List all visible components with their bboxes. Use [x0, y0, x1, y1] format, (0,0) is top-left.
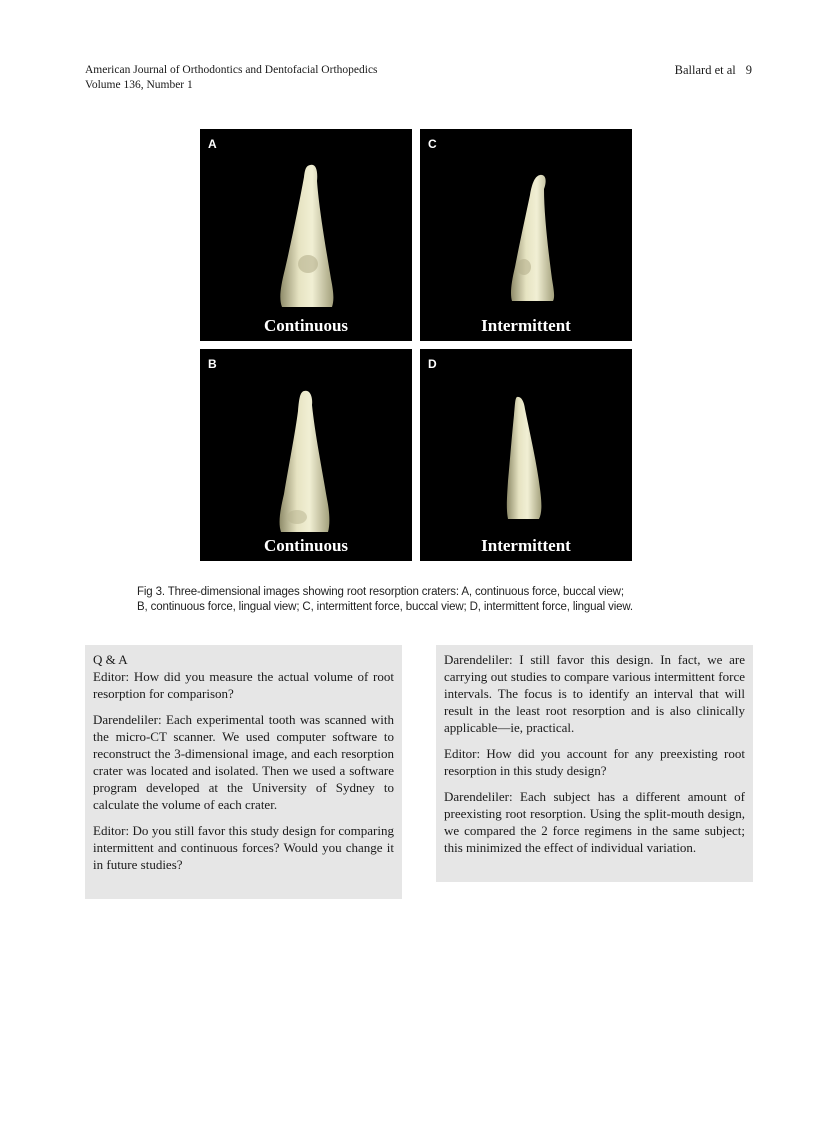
figure-caption [137, 585, 712, 615]
figure-panel-b [200, 349, 412, 561]
page-number: 9 [745, 63, 752, 77]
tooth-image-b [200, 349, 412, 561]
figure-caption-line: Fig 3. Three-dimensional images showing root resorption craters: A, continuous force, buccal view; [137, 586, 624, 598]
tooth-image-c [420, 129, 632, 341]
figure-panel-a [200, 129, 412, 341]
qa-box-right [436, 645, 753, 882]
panel-letter: B [208, 357, 217, 371]
qa-heading: Q & A [93, 652, 128, 667]
author-answer: Darendeliler: Each experimental tooth was scanned with the micro-CT scanner. We used computer software to reconstruct the 3-dimensional image, and each resorption crater was located and isolated. Then we used a software program developed at the University of Sydney to calculate the volume of each crater. [93, 712, 394, 812]
editor-question: Editor: How did you account for any preexisting root resorption in this study design? [444, 746, 745, 778]
panel-caption: Continuous [263, 536, 349, 555]
panel-letter: C [428, 137, 437, 151]
author-answer: Darendeliler: Each subject has a different amount of preexisting root resorption. Using the split-mouth design, we compared the 2 force regimens in the same subject; this minimized the effect of individual variation. [444, 789, 745, 855]
editor-question: Editor: Do you still favor this study design for comparing intermittent and continuous forces? Would you change it in future studies? [93, 823, 394, 872]
panel-caption: Intermittent [481, 536, 571, 555]
panel-caption: Intermittent [481, 316, 571, 335]
panel-letter: D [428, 357, 437, 371]
tooth-image-d [420, 349, 632, 561]
running-header-author [675, 63, 752, 78]
author-answer: Darendeliler: I still favor this design. In fact, we are carrying out studies to compare various intermittent force intervals. The focus is to identify an interval that will result in the least root resorption and is also clinically applicable—ie, practical. [444, 652, 745, 735]
tooth-image-a [200, 129, 412, 341]
qa-box-left [85, 645, 402, 899]
panel-letter: A [208, 137, 217, 151]
journal-title: American Journal of Orthodontics and Dentofacial Orthopedics [85, 64, 378, 76]
journal-volume: Volume 136, Number 1 [85, 79, 193, 91]
editor-question: Editor: How did you measure the actual volume of root resorption for comparison? [93, 669, 394, 701]
running-author: Ballard et al [674, 63, 736, 77]
running-header-journal [85, 63, 378, 93]
figure-caption-line: B, continuous force, lingual view; C, intermittent force, buccal view; D, intermittent force, lingual view. [137, 601, 633, 613]
panel-caption: Continuous [263, 316, 349, 335]
figure-panel-c [420, 129, 632, 341]
figure-panel-d [420, 349, 632, 561]
